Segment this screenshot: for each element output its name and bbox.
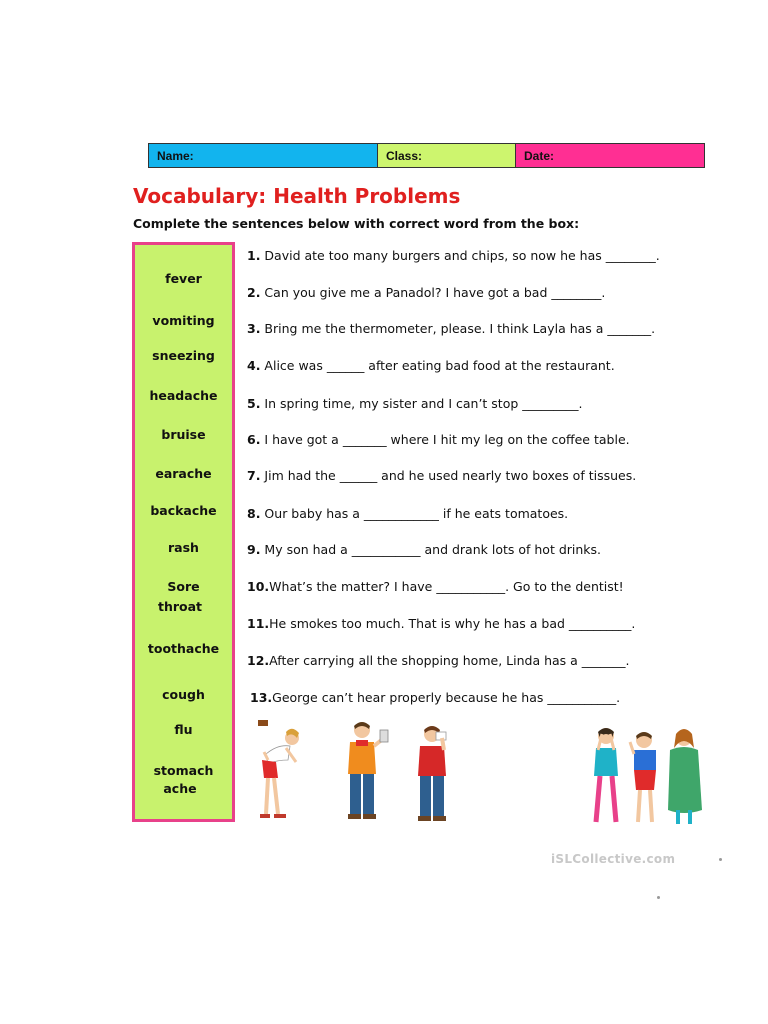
sentence-number: 10. xyxy=(247,579,270,594)
sentence-number: 5. xyxy=(247,396,261,411)
sentence xyxy=(247,285,605,300)
date-field[interactable] xyxy=(516,144,704,167)
sentence-number: 9. xyxy=(247,542,261,557)
word-box xyxy=(132,242,235,822)
word-item: rash xyxy=(168,540,199,555)
word-item: flu xyxy=(174,722,193,737)
sentence-text: Jim had the ______ and he used nearly two boxes of tissues. xyxy=(260,468,637,483)
word-item: earache xyxy=(155,466,212,481)
sentence-number: 7. xyxy=(247,468,261,483)
sentence-text: Alice was ______ after eating bad food at the restaurant. xyxy=(260,358,615,373)
sentence xyxy=(247,321,655,336)
sentence-text: I have got a _______ where I hit my leg on the coffee table. xyxy=(260,432,630,447)
sentence-text: What’s the matter? I have ___________. Go to the dentist! xyxy=(269,579,624,594)
man-with-sore-throat-illustration xyxy=(338,716,394,826)
sentence-text: Can you give me a Panadol? I have got a bad ________. xyxy=(260,285,606,300)
sentence-text: Bring me the thermometer, please. I think Layla has a _______. xyxy=(260,321,656,336)
sentence xyxy=(247,432,630,447)
sentence-number: 2. xyxy=(247,285,261,300)
word-item: Sore xyxy=(167,579,200,594)
sentence xyxy=(247,358,615,373)
sentence xyxy=(250,690,620,705)
header-bar xyxy=(148,143,705,168)
speck-dot xyxy=(657,896,660,899)
sentence-number: 8. xyxy=(247,506,261,521)
three-sick-people-illustration xyxy=(586,720,710,830)
instructions: Complete the sentences below with correct word from the box: xyxy=(133,216,580,231)
sentence xyxy=(247,468,636,483)
woman-with-backache-illustration xyxy=(252,716,314,826)
sentence xyxy=(247,542,601,557)
sentence xyxy=(247,506,568,521)
watermark: iSLCollective.com xyxy=(551,852,676,866)
word-item: ache xyxy=(163,781,197,796)
word-item: fever xyxy=(165,271,202,286)
man-sneezing-illustration xyxy=(410,722,462,826)
sentence xyxy=(247,248,660,263)
speck-dot xyxy=(719,858,722,861)
word-item: vomiting xyxy=(152,313,215,328)
sentence xyxy=(247,616,635,631)
sentence xyxy=(247,579,624,594)
sentence-number: 12. xyxy=(247,653,270,668)
class-label: Class: xyxy=(386,149,423,163)
word-item: toothache xyxy=(147,641,220,656)
sentence-text: David ate too many burgers and chips, so now he has ________. xyxy=(260,248,660,263)
sentence-number: 6. xyxy=(247,432,261,447)
sentence-number: 1. xyxy=(247,248,261,263)
sentence-text: In spring time, my sister and I can’t stop _________. xyxy=(260,396,583,411)
date-label: Date: xyxy=(524,149,555,163)
class-field[interactable] xyxy=(378,144,516,167)
sentence-number: 4. xyxy=(247,358,261,373)
word-item: sneezing xyxy=(152,348,215,363)
sentence-text: Our baby has a ____________ if he eats tomatoes. xyxy=(260,506,569,521)
word-item: headache xyxy=(149,388,218,403)
sentence-text: My son had a ___________ and drank lots of hot drinks. xyxy=(260,542,602,557)
word-item: stomach xyxy=(153,763,214,778)
sentence xyxy=(247,396,582,411)
word-item: bruise xyxy=(161,427,206,442)
word-item: backache xyxy=(150,503,217,518)
name-field[interactable] xyxy=(149,144,378,167)
sentence-number: 13. xyxy=(250,690,273,705)
sentence-number: 3. xyxy=(247,321,261,336)
sentence-text: He smokes too much. That is why he has a bad __________. xyxy=(269,616,636,631)
worksheet-title: Vocabulary: Health Problems xyxy=(133,184,461,208)
word-item: throat xyxy=(157,599,203,614)
sentence-text: George can’t hear properly because he has ___________. xyxy=(272,690,621,705)
sentence-text: After carrying all the shopping home, Linda has a _______. xyxy=(269,653,630,668)
name-label: Name: xyxy=(157,149,194,163)
sentence-number: 11. xyxy=(247,616,270,631)
sentence xyxy=(247,653,630,668)
word-item: cough xyxy=(162,687,205,702)
